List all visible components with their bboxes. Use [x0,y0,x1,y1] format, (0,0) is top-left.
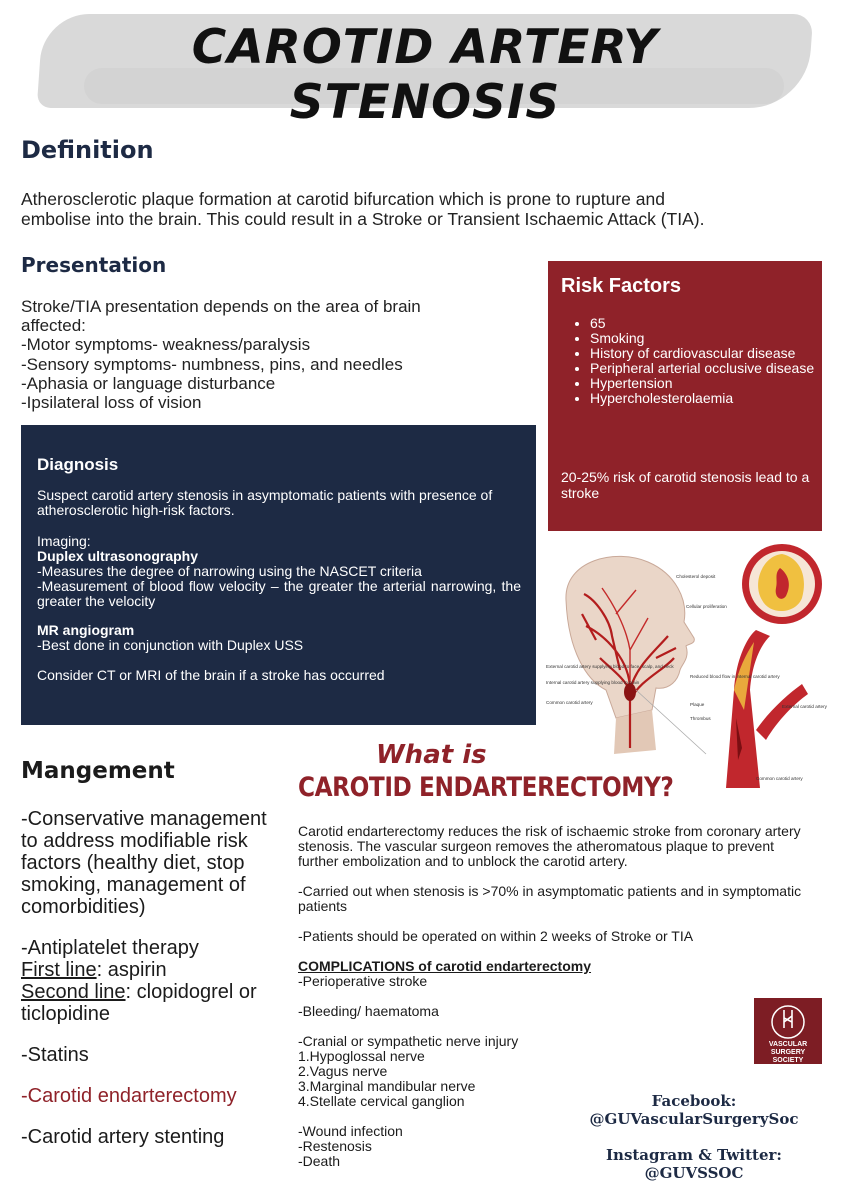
diagnosis-heading: Diagnosis [37,455,119,474]
definition-line: Atherosclerotic plaque formation at carotid bifurcation which is prone to rupture and [21,189,665,209]
instagram-twitter-label: Instagram & Twitter: [606,1146,782,1164]
presentation-line: -Ipsilateral loss of vision [21,393,202,413]
antiplatelet-label: -Antiplatelet therapy [21,937,199,959]
facebook-label: Facebook: [651,1092,737,1110]
management-heading: Mangement [21,758,175,784]
presentation-line: affected: [21,316,86,336]
management-endarterectomy: -Carotid endarterectomy [21,1085,237,1107]
management-text [21,808,283,1167]
complications-heading: COMPLICATIONS of carotid endarterectomy [298,958,592,974]
nerve-item: 2.Vagus nerve [298,1063,388,1079]
complication-item: -Bleeding/ haematoma [298,1003,439,1019]
logo-emblem-icon [754,998,822,1042]
endarterectomy-para: -Patients should be operated on within 2 weeks of Stroke or TIA [298,928,694,944]
presentation-text [21,297,521,412]
diagnosis-intro: Suspect carotid artery stenosis in asymptomatic patients with presence of atherosclerotic high-risk factors. [37,487,493,518]
presentation-line: Stroke/TIA presentation depends on the area of brain [21,297,421,316]
first-line-label: First line [21,959,97,981]
facebook-handle[interactable]: @GUVascularSurgerySoc [589,1110,799,1128]
endarterectomy-title: CAROTID ENDARTERECTOMY? [298,772,674,803]
risk-factors-heading: Risk Factors [561,275,682,297]
mr-line: -Best done in conjunction with Duplex USS [37,637,304,653]
definition-text [21,189,811,229]
nerve-item: 3.Marginal mandibular nerve [298,1078,476,1094]
what-is-heading: What is [376,740,487,770]
risk-factors-list [548,316,822,406]
mr-heading: MR angiogram [37,622,135,638]
complication-item: -Wound infection [298,1123,403,1139]
management-antiplatelet [21,937,283,1025]
duplex-heading: Duplex ultrasonography [37,548,199,564]
endarterectomy-para: -Carried out when stenosis is >70% in asymptomatic patients and in symptomatic patients [298,883,802,914]
complication-item: -Restenosis [298,1138,372,1154]
social-handles [563,1092,825,1182]
complication-item: -Cranial or sympathetic nerve injury [298,1033,519,1049]
nerve-item: 1.Hypoglossal nerve [298,1048,425,1064]
label-common-left: Common carotid artery [546,700,593,705]
ct-line: Consider CT or MRI of the brain if a stroke has occurred [37,667,385,683]
second-line-value: : clopidogrel or ticlopidine [21,981,257,1025]
label-common-right: Common carotid artery [756,776,803,781]
duplex-line: -Measures the degree of narrowing using the NASCET criteria [37,563,422,579]
second-line-label: Second line [21,981,126,1003]
label-reduced-flow: Reduced blood flow in internal carotid artery [690,674,780,679]
risk-factor-item: • Hypertension [590,376,822,391]
label-int-supply: Internal carotid artery supplying blood to brain [546,680,640,685]
society-logo [754,998,822,1064]
external-carotid-zoom [756,684,808,740]
instagram-twitter-handle[interactable]: @GUVSSOC [644,1164,744,1182]
management-conservative: -Conservative management to address modifiable risk factors (healthy diet, stop smoking, management of comorbidities) [21,808,267,918]
risk-factor-item: • Hypercholesterolaemia [590,391,822,406]
risk-factor-item: • Peripheral arterial occlusive disease [590,361,822,376]
management-statins: -Statins [21,1044,89,1066]
presentation-line: -Motor symptoms- weakness/paralysis [21,335,311,355]
logo-text: VASCULAR SURGERY SOCIETY [768,1041,808,1064]
label-ext-supply: External carotid artery supplying blood to face, scalp, and neck [546,664,674,669]
presentation-line: -Sensory symptoms- numbness, pins, and needles [21,354,403,374]
presentation-heading: Presentation [21,253,167,277]
complication-item: -Perioperative stroke [298,973,428,989]
label-thrombus: Thrombus [690,716,711,721]
risk-factor-item: • 65 [590,316,822,331]
endarterectomy-para: Carotid endarterectomy reduces the risk of ischaemic stroke from coronary artery stenosis. The vascular surgeon removes the atheromatous plaque to prevent further embolization and to unblock the carotid artery. [298,823,801,869]
management-stenting: -Carotid artery stenting [21,1126,225,1148]
definition-heading: Definition [21,136,154,164]
label-cholesterol: Cholesterol deposit [676,574,716,579]
bifurcation-plaque [624,683,636,701]
page-title: CAROTID ARTERY STENOSIS [191,20,659,130]
carotid-illustration [546,540,828,788]
first-line-value: : aspirin [96,959,167,981]
diagnosis-text [37,488,521,683]
definition-line: embolise into the brain. This could result in a Stroke or Transient Ischaemic Attack (TIA). [21,209,705,229]
presentation-line: -Aphasia or language disturbance [21,373,276,393]
complication-item: -Death [298,1153,341,1169]
duplex-line: -Measurement of blood flow velocity – the greater the arterial narrowing, the greater the velocity [37,578,521,609]
diagnosis-box [21,425,536,725]
label-plaque: Plaque [690,702,705,707]
label-external: External carotid artery [782,704,827,709]
risk-factor-item: • History of cardiovascular disease [590,346,822,361]
risk-factors-note: 20-25% risk of carotid stenosis lead to a stroke [561,469,810,501]
nerve-item: 4.Stellate cervical ganglion [298,1093,465,1109]
diagnosis-imaging-label: Imaging: [37,533,91,549]
risk-factor-item: • Smoking [590,331,822,346]
risk-factors-box [548,261,822,531]
label-cellular: Cellular proliferation [686,604,727,609]
